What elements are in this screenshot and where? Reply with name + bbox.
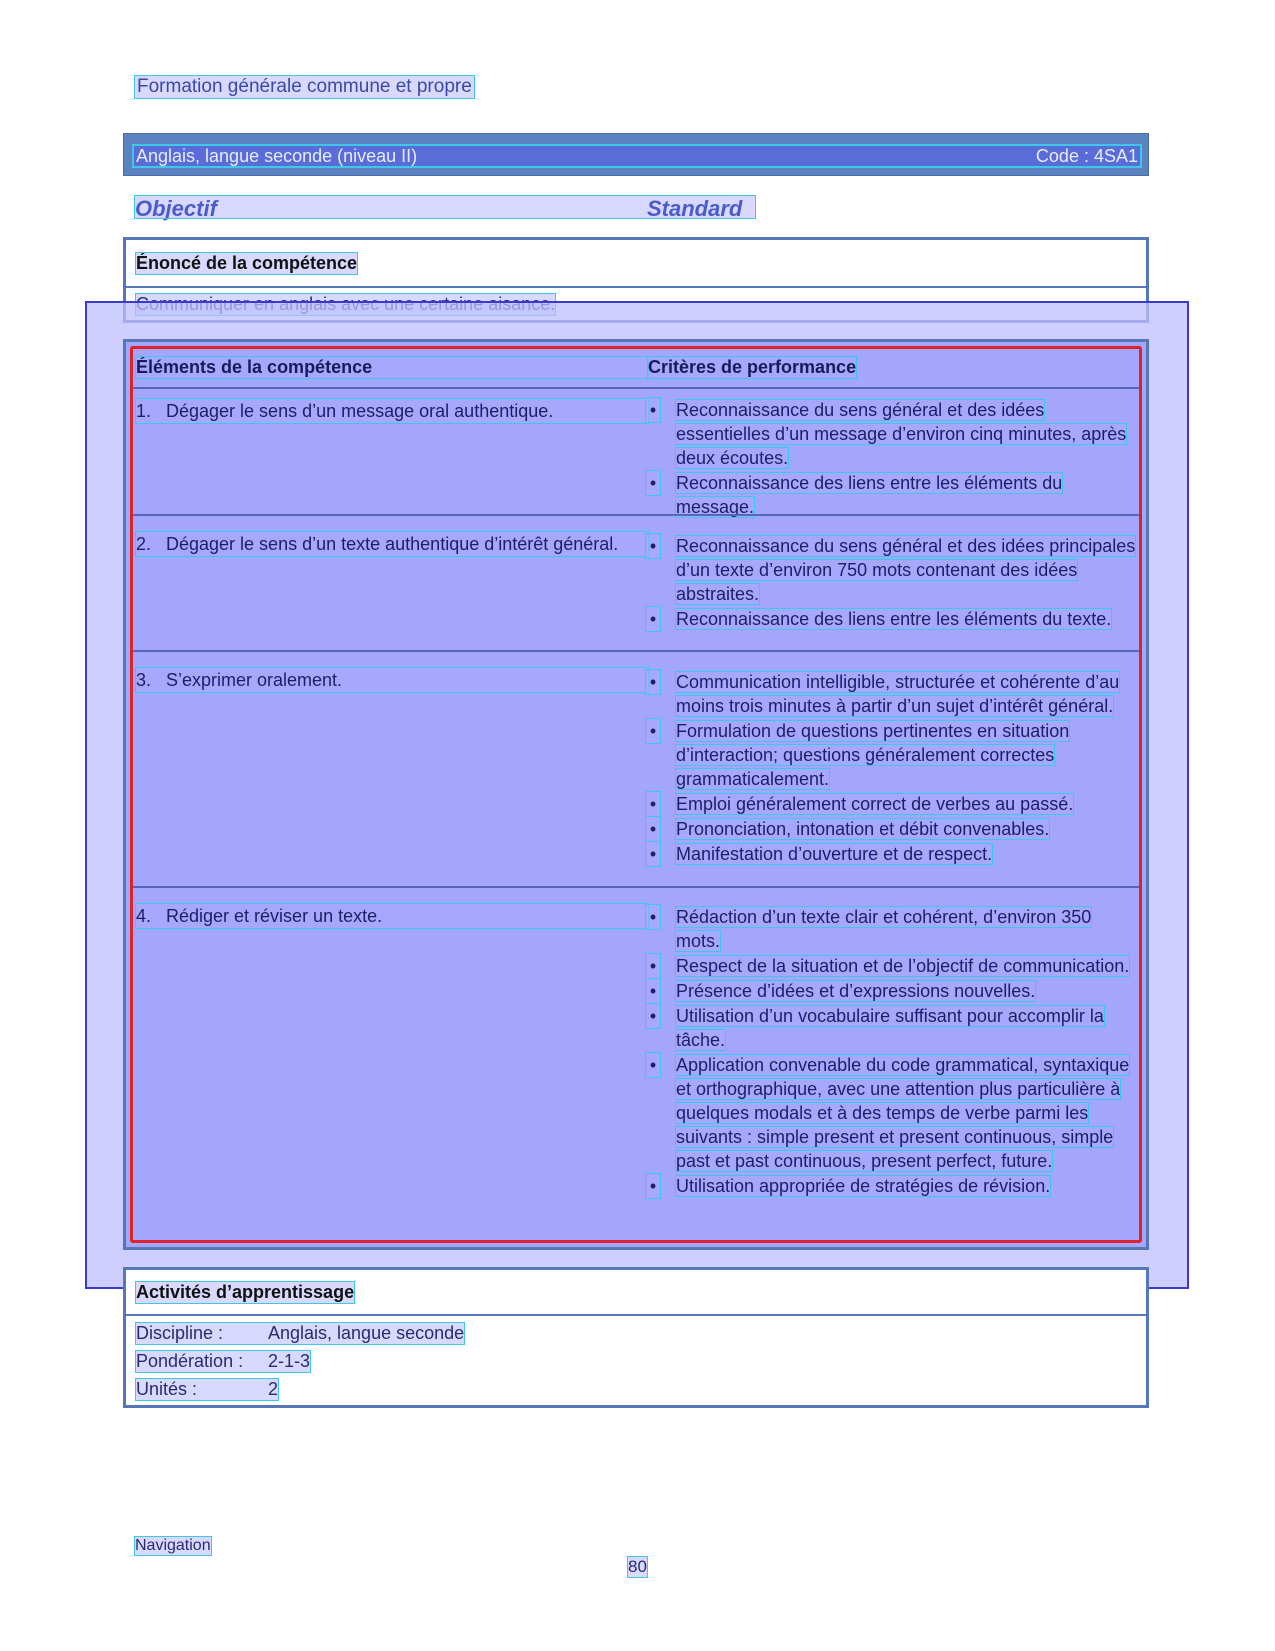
competence-element-3 <box>136 668 648 692</box>
competence-table <box>123 339 1149 1250</box>
criterion-item: • Communication intelligible, structurée et cohérente d’au moins trois minutes à partir d’un sujet d’intérêt général. <box>646 670 1136 718</box>
criterion-item: • Reconnaissance du sens général et des idées essentielles d’un message d’environ cinq minutes, après deux écoutes. <box>646 398 1136 470</box>
elements-column-header: Éléments de la compétence <box>136 357 648 378</box>
divider <box>126 1314 1146 1316</box>
criterion-item: • Emploi généralement correct de verbes au passé. <box>646 792 1136 816</box>
divider <box>133 650 1139 652</box>
element-text: S’exprimer oralement. <box>166 670 343 690</box>
criterion-item: • Utilisation d’un vocabulaire suffisant pour accomplir la tâche. <box>646 1004 1136 1052</box>
divider <box>133 387 1139 389</box>
unites-row <box>136 1379 278 1400</box>
element-number: 3. <box>136 670 152 690</box>
bullet-icon: • <box>646 842 660 866</box>
page-number: 80 <box>628 1557 647 1576</box>
element-number: 2. <box>136 534 152 554</box>
criterion-item: • Reconnaissance des liens entre les éléments du message. <box>646 471 1136 519</box>
element-text: Dégager le sens d’un texte authentique d’intérêt général. <box>166 534 619 554</box>
learning-activities-box <box>123 1267 1149 1408</box>
section-title: Formation générale commune et propre <box>137 76 472 97</box>
bullet-icon: • <box>646 792 660 816</box>
bullet-icon: • <box>646 1174 660 1198</box>
statement-header: Énoncé de la compétence <box>136 253 358 273</box>
standard-label: Standard <box>647 196 743 221</box>
bullet-icon: • <box>646 905 660 929</box>
competence-element-1 <box>136 399 648 423</box>
competence-element-4 <box>136 904 648 928</box>
activities-header: Activités d’apprentissage <box>136 1282 355 1302</box>
bullet-icon: • <box>646 398 660 422</box>
criteria-list-3 <box>646 670 1136 867</box>
element-text: Rédiger et réviser un texte. <box>166 906 383 926</box>
bullet-icon: • <box>646 817 660 841</box>
bullet-icon: • <box>646 1053 660 1077</box>
criteria-list-4 <box>646 905 1136 1199</box>
bullet-icon: • <box>646 954 660 978</box>
objective-standard-row <box>135 196 755 221</box>
element-number: 1. <box>136 401 152 421</box>
unites-label: Unités : <box>136 1379 198 1399</box>
bullet-icon: • <box>646 719 660 743</box>
criteria-column-header: Critères de performance <box>648 357 857 377</box>
course-title: Anglais, langue seconde (niveau II) <box>136 145 418 166</box>
course-header-bar <box>123 133 1149 176</box>
bullet-icon: • <box>646 670 660 694</box>
ponderation-value: 2-1-3 <box>268 1351 311 1371</box>
competence-element-2 <box>136 532 648 556</box>
discipline-row <box>136 1323 464 1344</box>
criteria-list-2 <box>646 534 1136 632</box>
bullet-icon: • <box>646 471 660 495</box>
criterion-item: • Manifestation d’ouverture et de respect. <box>646 842 1136 866</box>
criteria-list-1 <box>646 398 1136 520</box>
bullet-icon: • <box>646 1004 660 1028</box>
criterion-item: • Utilisation appropriée de stratégies de révision. <box>646 1174 1136 1198</box>
unites-value: 2 <box>268 1379 279 1399</box>
bullet-icon: • <box>646 607 660 631</box>
ponderation-row <box>136 1351 310 1372</box>
navigation-link[interactable]: Navigation <box>135 1537 211 1554</box>
bullet-icon: • <box>646 979 660 1003</box>
criterion-item: • Présence d’idées et d’expressions nouvelles. <box>646 979 1136 1003</box>
discipline-label: Discipline : <box>136 1323 224 1343</box>
criterion-item: • Rédaction d’un texte clair et cohérent, d’environ 350 mots. <box>646 905 1136 953</box>
criterion-item: • Application convenable du code grammatical, syntaxique et orthographique, avec une attention plus particulière à quelques modals et à des temps de verbe parmi les suivants : simple present et present continuous, simple past et past continuous, present perfect, future. <box>646 1053 1136 1173</box>
criterion-item: • Reconnaissance des liens entre les éléments du texte. <box>646 607 1136 631</box>
objective-label: Objectif <box>135 196 755 218</box>
bullet-icon: • <box>646 534 660 558</box>
element-text: Dégager le sens d’un message oral authentique. <box>166 401 554 421</box>
divider <box>133 886 1139 888</box>
course-code: Code : 4SA1 <box>1035 145 1138 166</box>
discipline-value: Anglais, langue seconde <box>268 1323 465 1343</box>
divider <box>133 514 1139 516</box>
ponderation-label: Pondération : <box>136 1351 244 1371</box>
criterion-item: • Formulation de questions pertinentes en situation d’interaction; questions généralement correctes grammaticalement. <box>646 719 1136 791</box>
criterion-item: • Respect de la situation et de l’objectif de communication. <box>646 954 1136 978</box>
criterion-item: • Reconnaissance du sens général et des idées principales d’un texte d’environ 750 mots contenant des idées abstraites. <box>646 534 1136 606</box>
criterion-item: • Prononciation, intonation et débit convenables. <box>646 817 1136 841</box>
element-number: 4. <box>136 906 152 926</box>
divider <box>126 286 1146 288</box>
